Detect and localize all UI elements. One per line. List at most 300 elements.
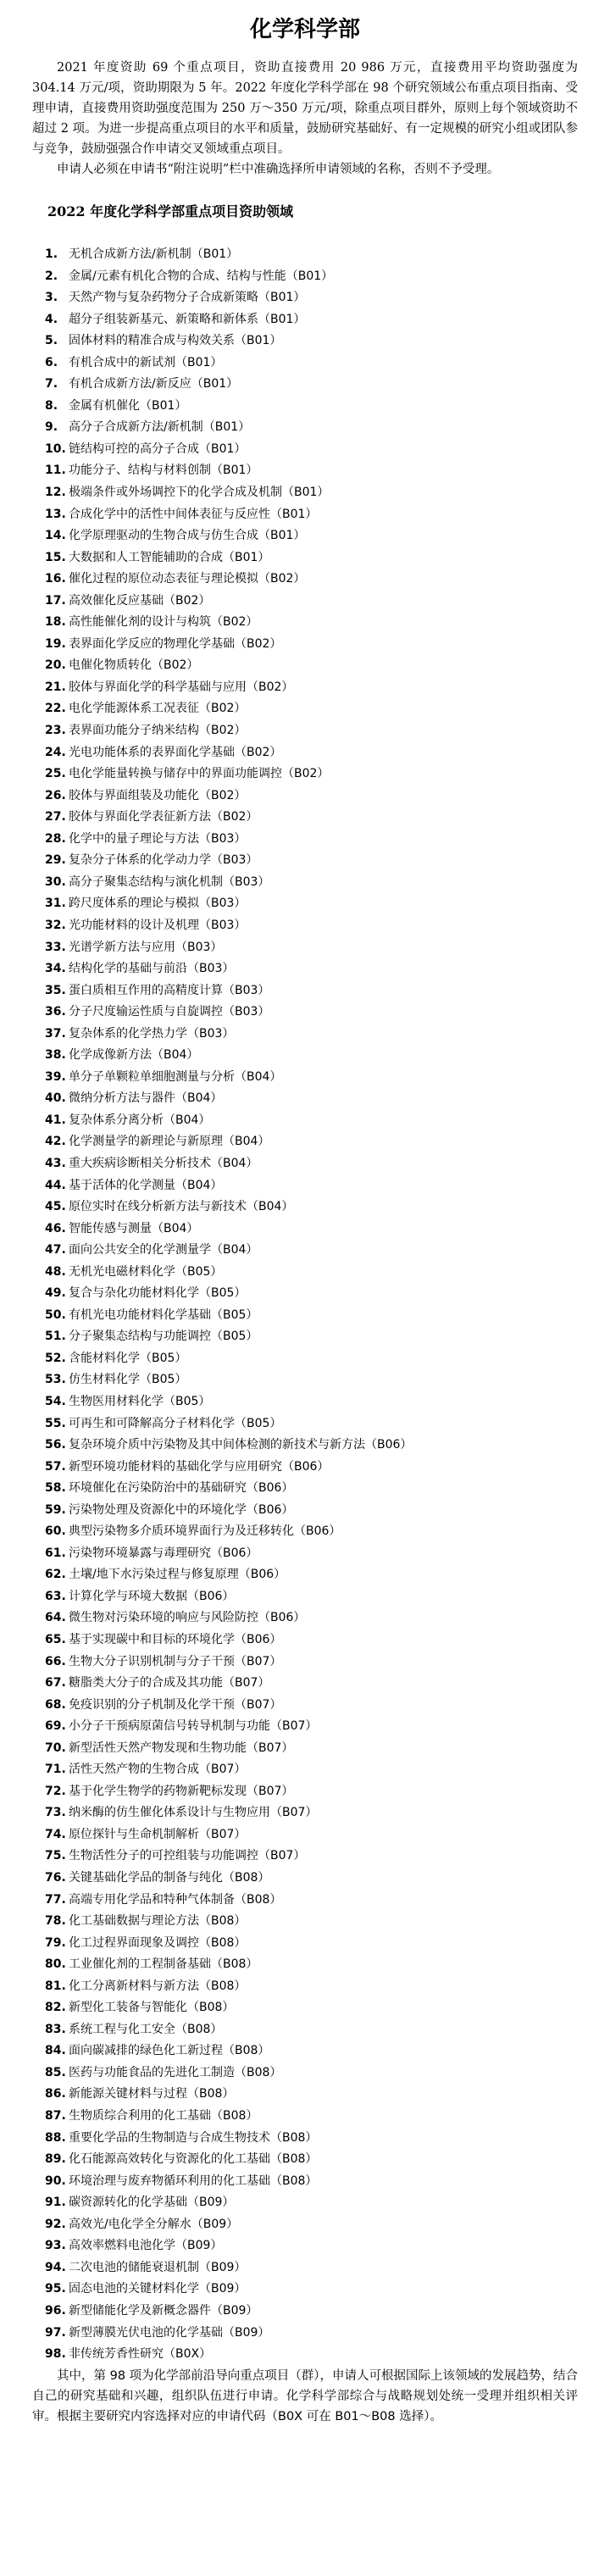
list-item-text: 糖脂类大分子的合成及其功能（B07） — [69, 1676, 270, 1690]
list-item-number: 38. — [45, 1048, 66, 1063]
list-item — [45, 2149, 578, 2171]
list-item-number: 25. — [45, 767, 66, 781]
list-item — [45, 591, 578, 613]
list-item-text: 光电功能体系的表界面化学基础（B02） — [69, 745, 282, 759]
list-item — [45, 937, 578, 959]
list-item-text: 分子尺度输运性质与自旋调控（B03） — [69, 1005, 270, 1019]
list-item-number: 16. — [45, 572, 66, 586]
list-item-number: 68. — [45, 1697, 66, 1712]
list-item-number: 97. — [45, 2325, 66, 2340]
list-item — [45, 460, 578, 482]
list-item — [45, 1369, 578, 1391]
list-item-text: 基于化学生物学的药物新靶标发现（B07） — [69, 1784, 294, 1798]
list-item-number: 35. — [45, 983, 66, 997]
list-item — [45, 980, 578, 1002]
list-item-text: 胶体与界面化学的科学基础与应用（B02） — [69, 680, 294, 694]
list-item-number: 30. — [45, 874, 66, 889]
list-item-number: 51. — [45, 1330, 66, 1344]
list-item-text: 高分子聚集态结构与演化机制（B03） — [69, 874, 270, 889]
list-item-text: 计算化学与环境大数据（B06） — [69, 1589, 235, 1603]
list-item-text: 复杂体系的化学热力学（B03） — [69, 1026, 235, 1041]
list-item-number: 49. — [45, 1286, 66, 1301]
list-item — [45, 1759, 578, 1781]
list-item — [45, 1652, 578, 1674]
list-item-text: 环境催化在污染防治中的基础研究（B06） — [69, 1481, 294, 1496]
list-item-text: 典型污染物多介质环境界面行为及迁移转化（B06） — [69, 1524, 341, 1539]
list-item-text: 关键基础化学品的制备与纯化（B08） — [69, 1871, 270, 1885]
list-item — [45, 1196, 578, 1219]
list-item-number: 11. — [45, 464, 66, 478]
list-item-number: 94. — [45, 2260, 66, 2274]
list-item-text: 仿生材料化学（B05） — [69, 1373, 187, 1387]
list-item-text: 智能传感与测量（B04） — [69, 1221, 199, 1235]
list-item-number: 91. — [45, 2196, 66, 2210]
list-item-number: 85. — [45, 2065, 66, 2079]
list-item-number: 24. — [45, 745, 66, 759]
list-item-text: 超分子组装新基元、新策略和新体系（B01） — [69, 312, 306, 326]
list-item — [45, 2214, 578, 2236]
list-item — [45, 1175, 578, 1197]
list-item — [45, 374, 578, 396]
list-item — [45, 439, 578, 461]
list-item-text: 高端专用化学品和特种气体制备（B08） — [69, 1892, 282, 1907]
list-item-number: 88. — [45, 2130, 66, 2145]
list-item-text: 化工基础数据与理论方法（B08） — [69, 1914, 247, 1929]
list-item-number: 39. — [45, 1069, 66, 1084]
list-item-number: 12. — [45, 486, 66, 500]
list-item-number: 13. — [45, 507, 66, 521]
list-item-number: 27. — [45, 810, 66, 824]
list-item-number: 18. — [45, 615, 66, 630]
list-item-number: 47. — [45, 1243, 66, 1257]
list-item-number: 28. — [45, 831, 66, 846]
list-item-text: 污染物环境暴露与毒理研究（B06） — [69, 1546, 258, 1560]
list-item-text: 单分子单颗粒单细胞测量与分析（B04） — [69, 1069, 282, 1084]
list-item-text: 新型储能化学及新概念器件（B09） — [69, 2303, 258, 2318]
list-item-number: 26. — [45, 788, 66, 802]
list-item-number: 43. — [45, 1156, 66, 1170]
list-item-number: 7. — [45, 377, 58, 391]
list-item-text: 新型薄膜光伏电池的化学基础（B09） — [69, 2325, 270, 2340]
list-item — [45, 1478, 578, 1500]
list-item-number: 46. — [45, 1221, 66, 1235]
list-item-number: 29. — [45, 853, 66, 868]
list-item — [45, 482, 578, 504]
list-item-text: 重大疾病诊断相关分析技术（B04） — [69, 1156, 258, 1170]
list-item-text: 生物医用材料化学（B05） — [69, 1394, 211, 1408]
list-item-number: 89. — [45, 2152, 66, 2167]
list-item-text: 原位探针与生命机制解析（B07） — [69, 1827, 247, 1841]
list-item-number: 62. — [45, 1568, 66, 1582]
list-item-text: 有机光电功能材料化学基础（B05） — [69, 1307, 258, 1322]
list-item-text: 重要化学品的生物制造与合成生物技术（B08） — [69, 2130, 318, 2145]
list-item — [45, 1781, 578, 1803]
list-item-number: 4. — [45, 312, 58, 326]
list-item-text: 非传统芳香性研究（B0X） — [69, 2347, 212, 2362]
list-item-number: 44. — [45, 1178, 66, 1192]
list-item-number: 59. — [45, 1502, 66, 1517]
list-item-text: 极端条件或外场调控下的化学合成及机制（B01） — [69, 486, 330, 500]
list-item — [45, 1110, 578, 1132]
list-item-number: 90. — [45, 2174, 66, 2188]
list-item — [45, 1933, 578, 1955]
page-title: 化学科学部 — [249, 17, 360, 42]
list-item — [45, 1629, 578, 1652]
list-item-number: 86. — [45, 2087, 66, 2101]
list-item-text: 高效率燃料电池化学（B09） — [69, 2239, 223, 2253]
list-item-text: 蛋白质相互作用的高精度计算（B03） — [69, 983, 270, 997]
list-item — [45, 1954, 578, 1976]
list-item-text: 金属有机催化（B01） — [69, 398, 187, 413]
list-item — [45, 417, 578, 439]
list-item — [45, 1153, 578, 1175]
list-item-number: 1. — [45, 247, 58, 261]
list-item — [45, 872, 578, 894]
list-item-text: 化学成像新方法（B04） — [69, 1048, 199, 1063]
list-item-text: 工业催化剂的工程制备基础（B08） — [69, 1957, 258, 1972]
list-item — [45, 2171, 578, 2193]
list-item-number: 83. — [45, 2022, 66, 2036]
list-item — [45, 1413, 578, 1435]
list-item-number: 87. — [45, 2109, 66, 2124]
list-item — [45, 655, 578, 677]
list-item-text: 化学中的量子理论与方法（B03） — [69, 831, 247, 846]
list-item-text: 土壤/地下水污染过程与修复原理（B06） — [69, 1568, 286, 1582]
list-item — [45, 698, 578, 720]
list-item-number: 53. — [45, 1373, 66, 1387]
list-item-text: 基于活体的化学测量（B04） — [69, 1178, 223, 1192]
list-item-text: 表界面功能分子纳米结构（B02） — [69, 724, 247, 738]
list-item-text: 面向碳减排的绿色化工新过程（B08） — [69, 2044, 270, 2058]
list-item-number: 84. — [45, 2044, 66, 2058]
list-item — [45, 612, 578, 634]
list-item-text: 电化学能源体系工况表征（B02） — [69, 702, 247, 716]
list-item — [45, 353, 578, 375]
list-item-text: 复合与杂化功能材料化学（B05） — [69, 1286, 247, 1301]
list-item-text: 复杂体系分离分析（B04） — [69, 1113, 211, 1127]
list-item-number: 55. — [45, 1416, 66, 1430]
list-item-number: 52. — [45, 1351, 66, 1365]
list-item-text: 固态电池的关键材料化学（B09） — [69, 2282, 247, 2296]
list-item-number: 71. — [45, 1763, 66, 1777]
list-item-text: 高性能催化剂的设计与构筑（B02） — [69, 615, 258, 630]
list-item — [45, 807, 578, 829]
list-item — [45, 2084, 578, 2106]
list-item — [45, 763, 578, 786]
list-item-text: 跨尺度体系的理论与模拟（B03） — [69, 897, 247, 911]
list-item-number: 9. — [45, 420, 58, 435]
list-item — [45, 958, 578, 980]
list-item — [45, 1045, 578, 1067]
list-item-number: 41. — [45, 1113, 66, 1127]
list-item — [45, 1976, 578, 1998]
list-item — [45, 1543, 578, 1565]
list-item-text: 医药与功能食品的先进化工制造（B08） — [69, 2065, 282, 2079]
list-item-number: 21. — [45, 680, 66, 694]
list-item-number: 61. — [45, 1546, 66, 1560]
list-item-text: 功能分子、结构与材料创制（B01） — [69, 464, 258, 478]
list-item-text: 化学原理驱动的生物合成与仿生合成（B01） — [69, 529, 306, 543]
list-item-number: 58. — [45, 1481, 66, 1496]
list-item-number: 42. — [45, 1135, 66, 1149]
list-item — [45, 1997, 578, 2019]
list-item-number: 40. — [45, 1091, 66, 1106]
list-item-text: 高分子合成新方法/新机制（B01） — [69, 420, 251, 435]
list-item-number: 65. — [45, 1633, 66, 1646]
list-item — [45, 720, 578, 742]
list-item-number: 5. — [45, 334, 58, 348]
list-item — [45, 1564, 578, 1586]
list-item-text: 金属/元素有机化合物的合成、结构与性能（B01） — [69, 269, 334, 283]
list-item-number: 81. — [45, 1979, 66, 1993]
list-item-number: 15. — [45, 550, 66, 564]
list-item — [45, 2279, 578, 2301]
list-item-number: 50. — [45, 1307, 66, 1322]
list-item-text: 原位实时在线分析新方法与新技术（B04） — [69, 1200, 294, 1214]
list-item-number: 8. — [45, 398, 58, 413]
list-item-text: 无机合成新方法/新机制（B01） — [69, 247, 239, 261]
list-item-text: 大数据和人工智能辅助的合成（B01） — [69, 550, 270, 564]
list-item — [45, 396, 578, 418]
list-item-text: 电化学能量转换与储存中的界面功能调控（B02） — [69, 767, 330, 781]
list-item-number: 33. — [45, 940, 66, 954]
list-item-text: 环境治理与废弃物循环利用的化工基础（B08） — [69, 2174, 318, 2188]
list-item — [45, 1695, 578, 1717]
list-item — [45, 2257, 578, 2279]
list-item-text: 活性天然产物的生物合成（B07） — [69, 1763, 247, 1777]
list-item-number: 19. — [45, 636, 66, 651]
list-item — [45, 1067, 578, 1089]
list-item — [45, 1131, 578, 1153]
list-item — [45, 893, 578, 915]
list-item-text: 污染物处理及资源化中的环境化学（B06） — [69, 1502, 294, 1517]
list-item-number: 20. — [45, 658, 66, 673]
list-item-number: 54. — [45, 1394, 66, 1408]
list-item — [45, 1219, 578, 1241]
list-item — [45, 330, 578, 353]
list-item — [45, 1824, 578, 1846]
list-item — [45, 1868, 578, 1890]
list-item-number: 70. — [45, 1740, 66, 1755]
list-item-text: 生物质综合利用的化工基础（B08） — [69, 2109, 258, 2124]
section-title: 2022 年度化学科学部重点项目资助领域 — [47, 203, 294, 219]
list-item-number: 66. — [45, 1654, 66, 1668]
list-item-number: 77. — [45, 1892, 66, 1907]
funding-areas-list — [32, 244, 578, 2366]
list-item-text: 链结构可控的高分子合成（B01） — [69, 441, 247, 456]
list-item — [45, 1890, 578, 1912]
list-item-text: 系统工程与化工安全（B08） — [69, 2022, 223, 2036]
list-item-text: 生物活性分子的可控组装与功能调控（B07） — [69, 1849, 306, 1863]
list-item-text: 化工分离新材料与新方法（B08） — [69, 1979, 247, 1993]
list-item — [45, 786, 578, 808]
list-item — [45, 569, 578, 591]
list-item-text: 新型化工装备与智能化（B08） — [69, 2001, 235, 2015]
list-item-number: 76. — [45, 1871, 66, 1885]
list-item-text: 固体材料的精准合成与构效关系（B01） — [69, 334, 282, 348]
list-item — [45, 1802, 578, 1824]
list-item-text: 电催化物质转化（B02） — [69, 658, 199, 673]
list-item-text: 有机合成中的新试剂（B01） — [69, 355, 223, 369]
list-item-number: 45. — [45, 1200, 66, 1214]
list-item — [45, 1911, 578, 1933]
list-item — [45, 1326, 578, 1348]
list-item — [45, 1457, 578, 1479]
list-item — [45, 525, 578, 547]
intro-paragraph-1: 2021 年度资助 69 个重点项目，资助直接费用 20 986 万元，直接费用平均资助强度为 304.14 万元/项，资助期限为 5 年。2022 年度化学科学部在 98 个研究领域公布重点项目指南、受理申请，直接费用资助强度范围为 250 万～350 万元/项，除重点项目群外，原则上每个领域资助不超过 2 项。为进一步提高重点项目的水平和质量，鼓励研究基础好、有一定规模的研究小组或团队参与竞争，鼓励强强合作申请交叉领域重点项目。 — [32, 61, 578, 156]
list-item-text: 化学测量学的新理论与新原理（B04） — [69, 1135, 270, 1149]
list-item — [45, 1305, 578, 1327]
list-item-text: 免疫识别的分子机制及化学干预（B07） — [69, 1697, 282, 1712]
list-item-text: 光功能材料的设计及机理（B03） — [69, 918, 247, 932]
list-item — [45, 309, 578, 331]
list-item-number: 31. — [45, 897, 66, 911]
list-item-text: 微纳分析方法与器件（B04） — [69, 1091, 223, 1106]
list-item-text: 基于实现碳中和目标的环境化学（B06） — [69, 1633, 282, 1646]
list-item-text: 胶体与界面组装及功能化（B02） — [69, 788, 247, 802]
list-item — [45, 677, 578, 699]
list-item — [45, 2062, 578, 2085]
list-item — [45, 829, 578, 851]
list-item — [45, 2040, 578, 2062]
list-item-text: 二次电池的储能衰退机制（B09） — [69, 2260, 247, 2274]
list-item — [45, 1716, 578, 1738]
list-item — [45, 1262, 578, 1284]
list-item-text: 复杂分子体系的化学动力学（B03） — [69, 853, 258, 868]
list-item-number: 2. — [45, 269, 58, 283]
list-item — [45, 2323, 578, 2345]
list-item-number: 37. — [45, 1026, 66, 1041]
list-item-text: 生物大分子识别机制与分子干预（B07） — [69, 1654, 282, 1668]
list-item-number: 95. — [45, 2282, 66, 2296]
list-item — [45, 1521, 578, 1543]
list-item — [45, 1738, 578, 1760]
list-item-text: 高效光/电化学全分解水（B09） — [69, 2217, 239, 2231]
list-item-text: 纳米酶的仿生催化体系设计与生物应用（B07） — [69, 1806, 318, 1820]
list-item-number: 79. — [45, 1935, 66, 1950]
list-item-number: 72. — [45, 1784, 66, 1798]
list-item-text: 催化过程的原位动态表征与理论模拟（B02） — [69, 572, 306, 586]
list-item — [45, 742, 578, 764]
list-item-text: 面向公共安全的化学测量学（B04） — [69, 1243, 258, 1257]
list-item — [45, 1024, 578, 1046]
list-item — [45, 1607, 578, 1629]
list-item-text: 新型活性天然产物发现和生物功能（B07） — [69, 1740, 294, 1755]
list-item-number: 63. — [45, 1589, 66, 1603]
list-item — [45, 1846, 578, 1868]
list-item-text: 天然产物与复杂药物分子合成新策略（B01） — [69, 291, 306, 305]
list-item-text: 可再生和可降解高分子材料化学（B05） — [69, 1416, 282, 1430]
list-item-number: 80. — [45, 1957, 66, 1972]
list-item-number: 56. — [45, 1438, 66, 1452]
list-item — [45, 547, 578, 569]
list-item — [45, 1283, 578, 1305]
list-item-text: 结构化学的基础与前沿（B03） — [69, 962, 235, 976]
list-item-number: 14. — [45, 529, 66, 543]
list-item — [45, 1673, 578, 1695]
list-item — [45, 915, 578, 937]
list-item-number: 36. — [45, 1005, 66, 1019]
list-item-number: 98. — [45, 2347, 66, 2362]
list-item-text: 微生物对污染环境的响应与风险防控（B06） — [69, 1611, 306, 1625]
list-item-number: 67. — [45, 1676, 66, 1690]
list-item — [45, 287, 578, 309]
list-item-number: 48. — [45, 1264, 66, 1279]
list-item-text: 高效催化反应基础（B02） — [69, 593, 211, 608]
list-item — [45, 1435, 578, 1457]
list-item — [45, 634, 578, 656]
list-item — [45, 850, 578, 872]
list-item-text: 新能源关键材料与过程（B08） — [69, 2087, 235, 2101]
list-item-number: 64. — [45, 1611, 66, 1625]
list-item-text: 小分子干预病原菌信号转导机制与功能（B07） — [69, 1719, 318, 1734]
list-item-text: 光谱学新方法与应用（B03） — [69, 940, 223, 954]
list-item-number: 82. — [45, 2001, 66, 2015]
list-item-number: 23. — [45, 724, 66, 738]
list-item-number: 75. — [45, 1849, 66, 1863]
list-item-text: 胶体与界面化学表征新方法（B02） — [69, 810, 258, 824]
list-item — [45, 2235, 578, 2257]
list-item-number: 93. — [45, 2239, 66, 2253]
list-item-text: 复杂环境介质中污染物及其中间体检测的新技术与新方法（B06） — [69, 1438, 413, 1452]
list-item — [45, 504, 578, 526]
list-item-text: 碳资源转化的化学基础（B09） — [69, 2196, 235, 2210]
list-item — [45, 2344, 578, 2366]
list-item — [45, 244, 578, 266]
list-item-text: 化石能源高效转化与资源化的化工基础（B08） — [69, 2152, 318, 2167]
list-item — [45, 2128, 578, 2150]
list-item-number: 22. — [45, 702, 66, 716]
list-item — [45, 1240, 578, 1262]
closing-paragraph: 其中，第 98 项为化学部前沿导向重点项目（群），申请人可根据国际上该领域的发展趋势，结合自己的研究基础和兴趣，组织队伍进行申请。化学科学部综合与战略规划处统一受理并组织相关评审。根据主要研究内容选择对应的申请代码（B0X 可在 B01～B08 选择）。 — [32, 2368, 578, 2423]
list-item — [45, 1348, 578, 1370]
list-item-number: 17. — [45, 593, 66, 608]
list-item-text: 分子聚集态结构与功能调控（B05） — [69, 1330, 258, 1344]
list-item — [45, 1088, 578, 1110]
list-item-text: 无机光电磁材料化学（B05） — [69, 1264, 223, 1279]
list-item-text: 合成化学中的活性中间体表征与反应性（B01） — [69, 507, 318, 521]
list-item — [45, 1586, 578, 1608]
list-item — [45, 1002, 578, 1024]
list-item-number: 78. — [45, 1914, 66, 1929]
list-item — [45, 1391, 578, 1413]
list-item-number: 60. — [45, 1524, 66, 1539]
list-item-number: 92. — [45, 2217, 66, 2231]
list-item-number: 74. — [45, 1827, 66, 1841]
list-item-text: 新型环境功能材料的基础化学与应用研究（B06） — [69, 1459, 330, 1474]
list-item-number: 3. — [45, 291, 58, 305]
list-item-number: 96. — [45, 2303, 66, 2318]
list-item-text: 含能材料化学（B05） — [69, 1351, 187, 1365]
list-item-number: 69. — [45, 1719, 66, 1734]
intro-paragraph-2: 申请人必须在申请书“附注说明”栏中准确选择所申请领域的名称，否则不予受理。 — [57, 163, 500, 176]
list-item-number: 73. — [45, 1806, 66, 1820]
list-item-number: 10. — [45, 441, 66, 456]
list-item-number: 32. — [45, 918, 66, 932]
list-item — [45, 266, 578, 288]
list-item — [45, 1500, 578, 1522]
list-item — [45, 2192, 578, 2214]
list-item — [45, 2301, 578, 2323]
list-item — [45, 2019, 578, 2041]
list-item-text: 化工过程界面现象及调控（B08） — [69, 1935, 247, 1950]
list-item-text: 有机合成新方法/新反应（B01） — [69, 377, 239, 391]
list-item — [45, 2106, 578, 2128]
list-item-number: 34. — [45, 962, 66, 976]
list-item-number: 6. — [45, 355, 58, 369]
list-item-text: 表界面化学反应的物理化学基础（B02） — [69, 636, 282, 651]
list-item-number: 57. — [45, 1459, 66, 1474]
